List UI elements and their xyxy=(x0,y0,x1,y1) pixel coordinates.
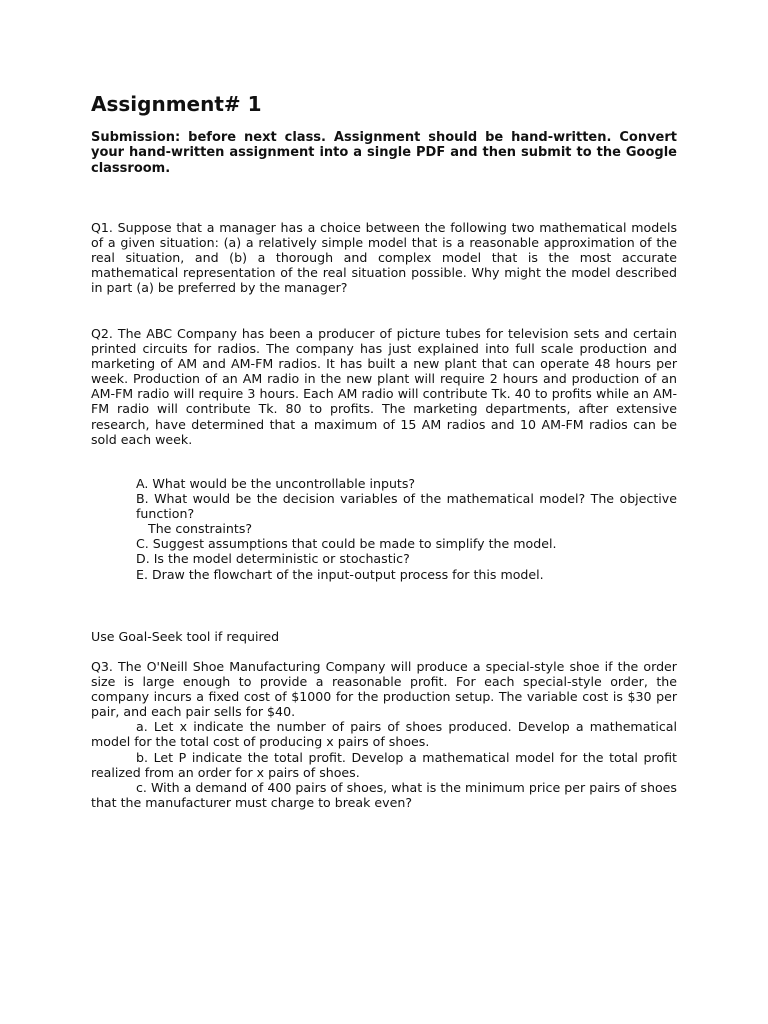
submission-instructions: Submission: before next class. Assignment should be hand-written. Convert your hand-written assignment into a single PDF and then submit to the Google classroom. xyxy=(91,130,677,176)
q3-part-a-row xyxy=(91,719,677,749)
q2-item-e: E. Draw the flowchart of the input-output process for this model. xyxy=(136,566,544,582)
q3-part-c: c. With a demand of 400 pairs of shoes, what is the minimum price per pairs of shoes that the manufacturer must charge to break even? xyxy=(91,779,677,810)
q3-part-b-row xyxy=(91,750,677,780)
q2-item-b: B. What would be the decision variables of the mathematical model? The objective function? xyxy=(136,491,677,522)
assignment-title: Assignment# 1 xyxy=(91,92,262,116)
question-1: Q1. Suppose that a manager has a choice between the following two mathematical models of a given situation: (a) a relatively simple model that is a reasonable approximation of the real situation, and (b) a thorough and complex model that is the most accurate mathematical representation of the real situation possible. Why might the model described in part (a) be preferred by the manager? xyxy=(91,220,677,296)
question-2: Q2. The ABC Company has been a producer of picture tubes for television sets and certain printed circuits for radios. The company has just explained into full scale production and marketing of AM and AM-FM radios. It has built a new plant that can operate 48 hours per week. Production of an AM radio in the new plant will require 2 hours and production of an AM-FM radio will require 3 hours. Each AM radio will contribute Tk. 40 to profits while an AM-FM radio will contribute Tk. 80 to profits. The marketing departments, after extensive research, have determined that a maximum of 15 AM radios and 10 AM-FM radios can be sold each week. xyxy=(91,326,677,447)
q2-item-b-continued: The constraints? xyxy=(148,521,253,537)
question-3-intro: Q3. The O'Neill Shoe Manufacturing Company will produce a special-style shoe if the order size is large enough to provide a reasonable profit. For each special-style order, the company incurs a fixed cost of $1000 for the production setup. The variable cost is $30 per pair, and each pair sells for $40. xyxy=(91,659,677,720)
question-3 xyxy=(91,659,677,810)
q2-item-d: D. Is the model deterministic or stochastic? xyxy=(136,551,410,567)
q2-item-c: C. Suggest assumptions that could be made to simplify the model. xyxy=(136,536,557,552)
question-2-subitems xyxy=(136,476,677,582)
q3-part-b: b. Let P indicate the total profit. Develop a mathematical model for the total profit realized from an order for x pairs of shoes. xyxy=(91,749,677,780)
q3-part-a: a. Let x indicate the number of pairs of shoes produced. Develop a mathematical model for the total cost of producing x pairs of shoes. xyxy=(91,719,677,750)
goal-seek-note: Use Goal-Seek tool if required xyxy=(91,629,280,644)
q3-part-c-row xyxy=(91,780,677,810)
q2-item-a: A. What would be the uncontrollable inputs? xyxy=(136,476,416,491)
